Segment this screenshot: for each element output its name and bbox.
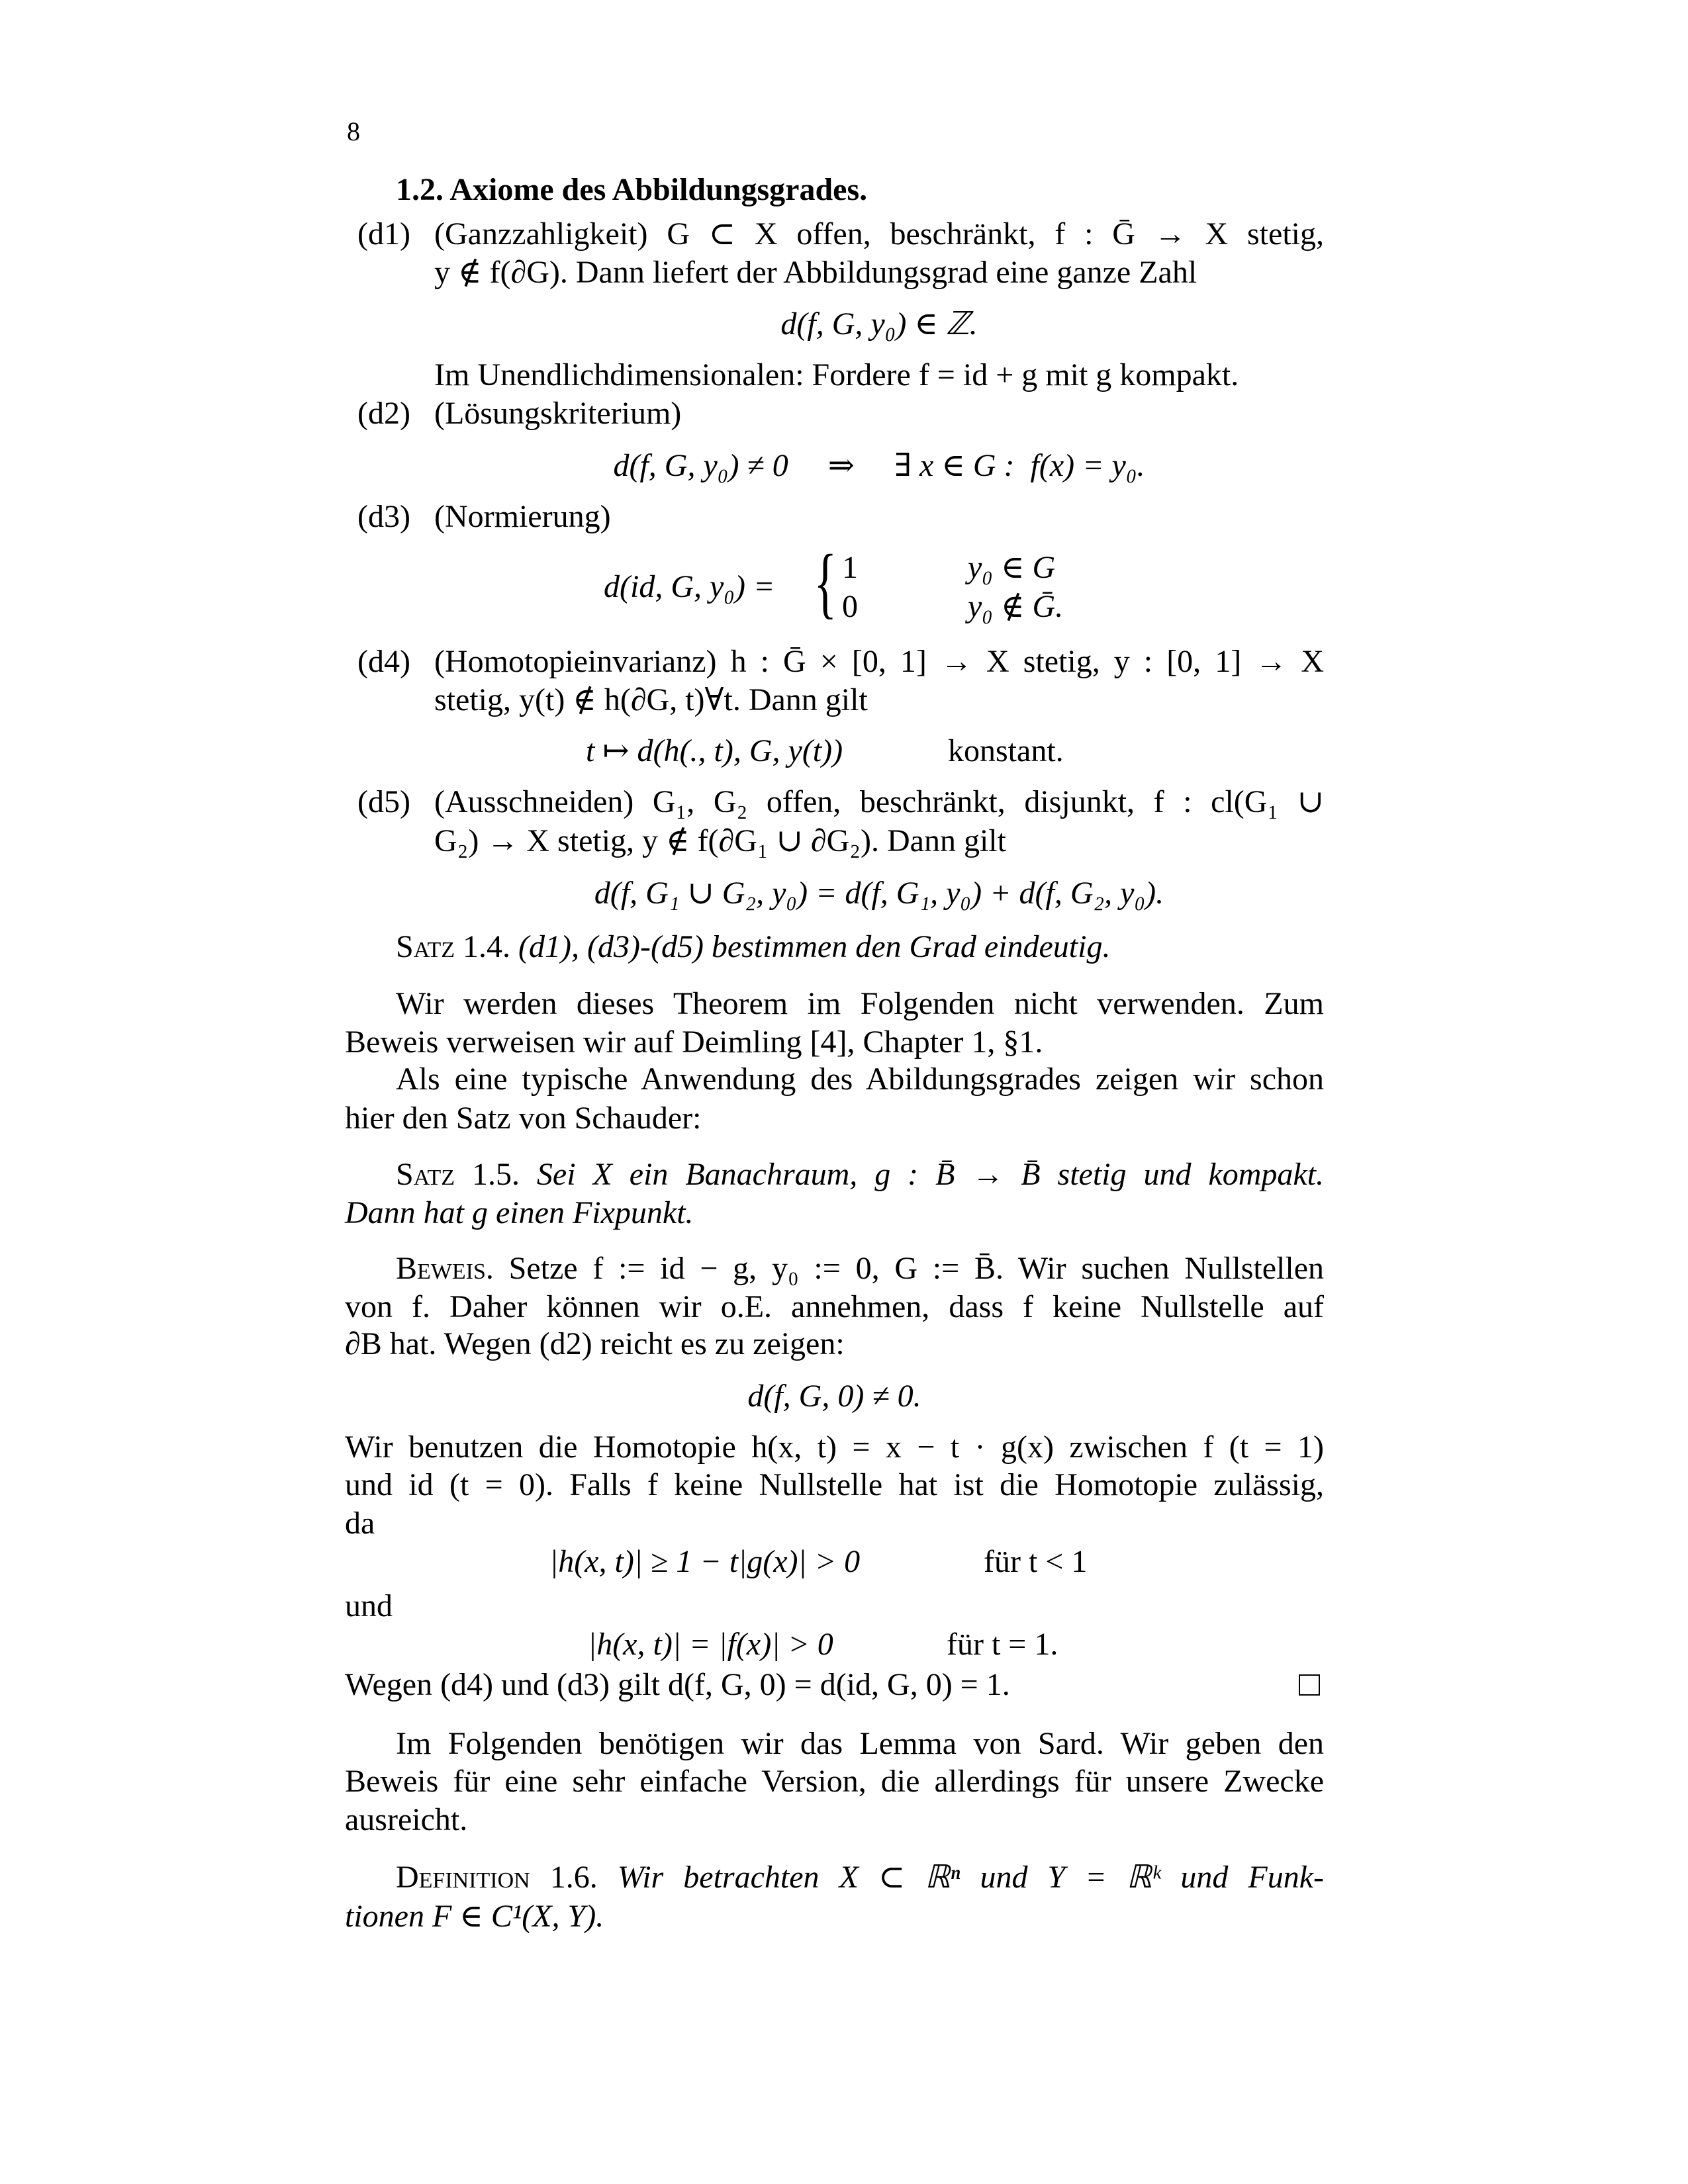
proof-line: und (345, 1588, 393, 1623)
d2-label: (d2) (357, 396, 410, 431)
definition-label: Definition 1.6. (396, 1860, 598, 1895)
d3-label: (d3) (357, 499, 410, 534)
d5-label: (d5) (357, 784, 410, 819)
d3-case1-cond: y₀ ∈ G (968, 550, 1056, 585)
d5-line: G₂) → X stetig, y ∉ f(∂G₁ ∪ ∂G₂). Dann gilt (434, 823, 1006, 858)
paragraph-line: Beweis verweisen wir auf Deimling [4], Chapter 1, §1. (345, 1024, 1043, 1060)
proof-formula: d(f, G, 0) ≠ 0. (747, 1379, 921, 1414)
proof-line: da (345, 1506, 375, 1541)
satz-text: Sei X ein Banachraum, g : B̄ → B̄ stetig und kompakt. (536, 1157, 1325, 1192)
d1-line: y ∉ f(∂G). Dann liefert der Abbildungsgrad eine ganze Zahl (434, 255, 1197, 290)
d4-formula: t ↦ d(h(., t), G, y(t)) (586, 733, 843, 768)
d3-formula-lhs: d(id, G, y₀) = (604, 569, 775, 604)
proof-text: Setze f := id − g, y₀ := 0, G := B̄. Wir suchen Nullstellen (508, 1251, 1324, 1286)
proof-line: von f. Daher können wir o.E. annehmen, dass f keine Nullstelle auf (345, 1289, 1324, 1324)
definition-1-6 (396, 1858, 1324, 1897)
d3-case2-cond: y₀ ∉ Ḡ. (968, 589, 1064, 624)
d4-label: (d4) (357, 644, 410, 679)
brace-icon: { (814, 538, 837, 626)
definition-text: tionen F ∈ C¹(X, Y). (345, 1899, 604, 1934)
paragraph-line: Im Folgenden benötigen wir das Lemma von Sard. Wir geben den (396, 1726, 1324, 1761)
qed-square-icon (1299, 1674, 1320, 1696)
d3-case1-value: 1 (842, 550, 858, 585)
satz-label: Satz 1.5. (396, 1157, 520, 1192)
d1-formula: d(f, G, y₀) ∈ ℤ. (780, 306, 978, 341)
d1-label: (d1) (357, 216, 410, 251)
proof-formula-note: für t = 1. (947, 1627, 1058, 1662)
satz-text: (d1), (d3)-(d5) bestimmen den Grad eindeutig. (518, 929, 1111, 964)
section-heading: 1.2. Axiome des Abbildungsgrades. (396, 172, 868, 207)
definition-text: Wir betrachten X ⊂ ℝⁿ und Y = ℝᵏ und Funk- (617, 1860, 1324, 1895)
d4-line: stetig, y(t) ∉ h(∂G, t)∀t. Dann gilt (434, 682, 868, 717)
d5-line: (Ausschneiden) G₁, G₂ offen, beschränkt, disjunkt, f : cl(G₁ ∪ (434, 784, 1324, 819)
proof-formula: |h(x, t)| = |f(x)| > 0 (588, 1627, 833, 1662)
proof-line (396, 1250, 1324, 1288)
d2-formula: d(f, G, y₀) ≠ 0 ⇒ ∃ x ∈ G : f(x) = y₀. (613, 448, 1145, 483)
d5-formula: d(f, G₁ ∪ G₂, y₀) = d(f, G₁, y₀) + d(f, G₂, y₀). (594, 876, 1164, 911)
satz-1-4 (396, 928, 1110, 966)
satz-label: Satz 1.4. (396, 929, 511, 964)
d1-line: Im Unendlichdimensionalen: Fordere f = id + g mit g kompakt. (434, 357, 1239, 392)
proof-label: Beweis. (396, 1251, 494, 1286)
paragraph-line: Wir werden dieses Theorem im Folgenden nicht verwenden. Zum (396, 986, 1324, 1021)
paragraph-line: hier den Satz von Schauder: (345, 1101, 702, 1136)
proof-formula: |h(x, t)| ≥ 1 − t|g(x)| > 0 (549, 1544, 861, 1579)
proof-formula-note: für t < 1 (984, 1544, 1088, 1579)
paragraph-line: ausreicht. (345, 1802, 468, 1837)
proof-line: Wegen (d4) und (d3) gilt d(f, G, 0) = d(id, G, 0) = 1. (345, 1667, 1010, 1702)
proof-line: Wir benutzen die Homotopie h(x, t) = x − t · g(x) zwischen f (t = 1) (345, 1430, 1324, 1465)
proof-line: ∂B hat. Wegen (d2) reicht es zu zeigen: (345, 1326, 845, 1361)
satz-1-5 (396, 1156, 1324, 1194)
paragraph-line: Als eine typische Anwendung des Abildungsgrades zeigen wir schon (396, 1062, 1324, 1097)
d1-line: (Ganzzahligkeit) G ⊂ X offen, beschränkt, f : Ḡ → X stetig, (434, 216, 1324, 251)
d4-formula-note: konstant. (948, 733, 1064, 768)
paragraph-line: Beweis für eine sehr einfache Version, die allerdings für unsere Zwecke (345, 1764, 1324, 1799)
d3-case2-value: 0 (842, 589, 858, 624)
d4-line: (Homotopieinvarianz) h : Ḡ × [0, 1] → X stetig, y : [0, 1] → X (434, 644, 1324, 679)
proof-line: und id (t = 0). Falls f keine Nullstelle hat ist die Homotopie zulässig, (345, 1467, 1324, 1502)
satz-text: Dann hat g einen Fixpunkt. (345, 1195, 694, 1230)
d3-line: (Normierung) (434, 499, 611, 534)
d2-line: (Lösungskriterium) (434, 396, 682, 431)
page-number: 8 (347, 116, 360, 146)
